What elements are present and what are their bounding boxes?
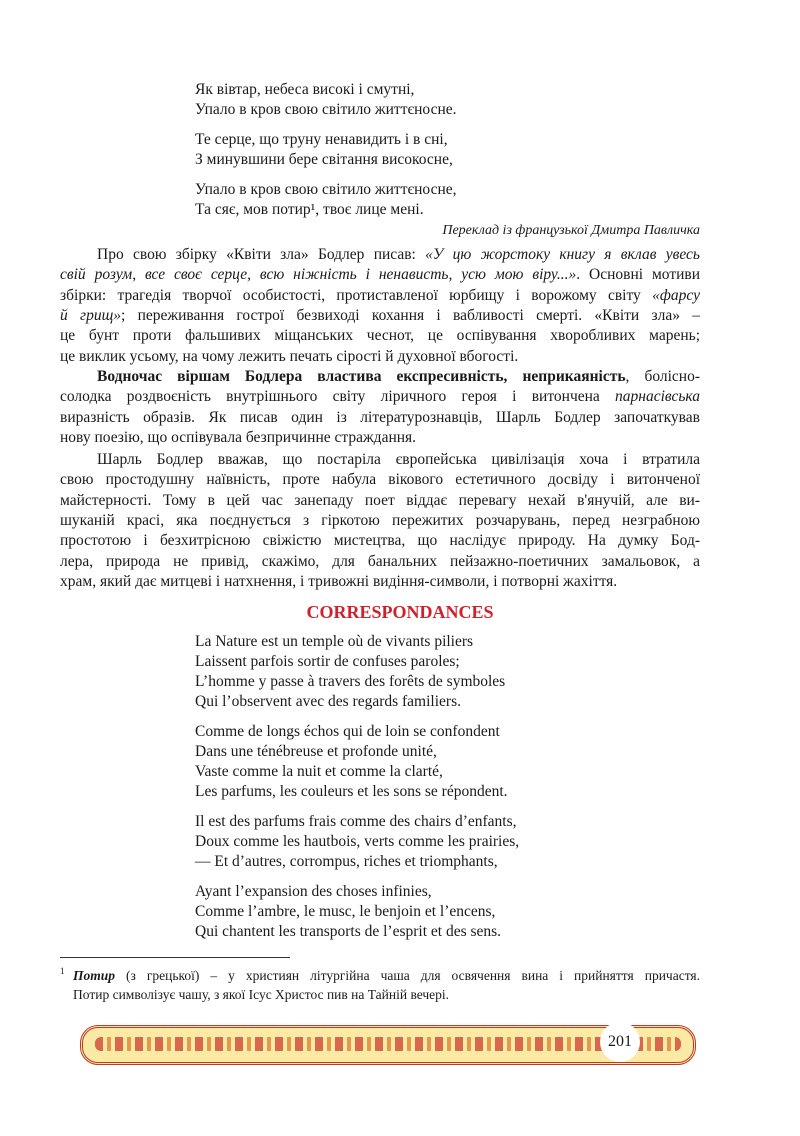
- text: збірки: трагедія творчої особистості, протиставленої юрбищу і ворожому світу: [60, 286, 653, 304]
- poem-line: Те серце, що труну ненавидить і в сні,: [195, 131, 448, 148]
- poem-title: CORRESPONDANCES: [306, 602, 494, 622]
- text: шуканій красі, яка поєднується з гіркотою пережитих розчарувань, перед незграбною: [60, 511, 700, 529]
- translation-attribution: Переклад із французької Дмитра Павличка: [442, 223, 700, 238]
- text: , болісно-: [625, 368, 700, 385]
- poem-line: З минувшини бере світання високосне,: [195, 151, 453, 168]
- paragraph-line: [60, 286, 700, 306]
- italic-text: парнасівська: [615, 388, 700, 406]
- paragraph-line: [60, 552, 700, 572]
- paragraph-line: [60, 347, 700, 367]
- text: храм, який дає митцеві і натхнення, і тривожні видіння-символи, і потворні жахіття.: [60, 572, 618, 590]
- poem-line: Les parfums, les couleurs et les sons se répondent.: [195, 783, 508, 800]
- poem-line: L’homme y passe à travers des forêts de symboles: [195, 673, 506, 690]
- paragraph-line: [60, 306, 700, 326]
- text: солодка роздвоєність внутрішнього світу ліричного героя і витончена: [60, 388, 616, 406]
- poem-line: Ayant l’expansion des choses infinies,: [195, 883, 432, 900]
- text: це виклик усьому, на чому лежить печать сірості й духовної вбогості.: [60, 347, 519, 365]
- paragraph-line: [97, 245, 700, 265]
- italic-text: «У цю жорстоку книгу я вклав увесь: [425, 246, 700, 263]
- poem-line: Comme de longs échos qui de loin se confondent: [195, 723, 500, 740]
- footnote-divider: [60, 957, 290, 958]
- text: Про свою збірку «Квіти зла» Бодлер писав:: [97, 246, 426, 263]
- poem-line: Як вівтар, небеса високі і смутні,: [195, 81, 415, 98]
- paragraph-line: [60, 428, 700, 448]
- poem-line: Qui chantent les transports de l’esprit et des sens.: [195, 923, 502, 940]
- paragraph-line: [60, 470, 700, 490]
- poem-line: La Nature est un temple où de vivants piliers: [195, 633, 474, 650]
- poem-line: Vaste comme la nuit et comme la clarté,: [195, 763, 443, 780]
- text: Шарль Бодлер вважав, що постаріла європейська цивілізація хоча і втратила: [97, 451, 700, 468]
- bold-text: Водночас віршам Бодлера властива експресивність, неприкаяність: [97, 368, 626, 385]
- text: нову поезію, що оспівувала безпричинне страждання.: [60, 428, 417, 446]
- poem-line: Упало в кров свою світило життєносне,: [195, 181, 457, 198]
- text: лера, природа не привід, скажімо, для банальних пейзажно-поетичних замальовок, а: [60, 552, 700, 570]
- paragraph-line: [97, 367, 700, 387]
- text: . Основні мотиви: [576, 266, 700, 284]
- footnote-term: Потир: [73, 968, 116, 983]
- text: свою простодушну наївність, проте набула вікового естетичного досвіду і витонченої: [60, 471, 700, 489]
- text: це бунт проти фальшивих міщанських чеснот, це оспівування хворобливих марень;: [60, 327, 700, 345]
- paragraph-line: [60, 511, 700, 531]
- paragraph-line: [97, 450, 700, 470]
- text: виразність образів. Як писав один із літературознавців, Шарль Бодлер започаткував: [60, 408, 700, 426]
- poem-line: Та сяє, мов потир¹, твоє лице мені.: [195, 201, 424, 218]
- paragraph-line: [60, 387, 700, 407]
- text: майстерності. Тому в цей час занепаду поет віддає перевагу нехай в'янучій, але ви-: [60, 491, 700, 509]
- footnote-line-2: Потир символізує чашу, з якої Ісус Христос пив на Тайній вечері.: [73, 987, 450, 1002]
- paragraph-line: [60, 491, 700, 511]
- paragraph-line: [60, 265, 700, 285]
- footnote-marker: 1: [60, 966, 65, 976]
- paragraph-line: [60, 572, 700, 592]
- footnote-text: (з грецької) – у християн літургійна чаша для освячення вина і прийняття причастя.: [115, 968, 700, 983]
- italic-text: й грищ»: [60, 306, 122, 324]
- paragraph-line: [60, 326, 700, 346]
- poem-line: Dans une ténébreuse et profonde unité,: [195, 743, 437, 760]
- italic-text: «фарсу: [652, 286, 700, 304]
- page-number: 201: [600, 1022, 640, 1062]
- poem-line: — Et d’autres, corrompus, riches et triomphants,: [195, 853, 498, 870]
- text: простотою і безхитрісною свіжістю мистецтва, що наслідує природу. На думку Бод-: [60, 532, 700, 550]
- poem-line: Laissent parfois sortir de confuses paroles;: [195, 653, 460, 670]
- paragraph-line: [60, 531, 700, 551]
- poem-line: Doux comme les hautbois, verts comme les prairies,: [195, 833, 520, 850]
- footnote-line-1: [60, 966, 700, 985]
- italic-text: свій розум, все своє серце, всю ніжність і ненависть, усю мою віру...»: [60, 266, 577, 284]
- text: ; переживання гострої безвиході кохання і вабливості смерті. «Квіти зла» –: [121, 306, 700, 324]
- poem-line: Comme l’ambre, le musc, le benjoin et l’encens,: [195, 903, 496, 920]
- paragraph-line: [60, 408, 700, 428]
- poem-line: Упало в кров свою світило життєносне.: [195, 101, 457, 118]
- ornament-pattern: [95, 1037, 681, 1051]
- poem-line: Il est des parfums frais comme des chairs d’enfants,: [195, 813, 517, 830]
- poem-line: Qui l’observent avec des regards familiers.: [195, 693, 461, 710]
